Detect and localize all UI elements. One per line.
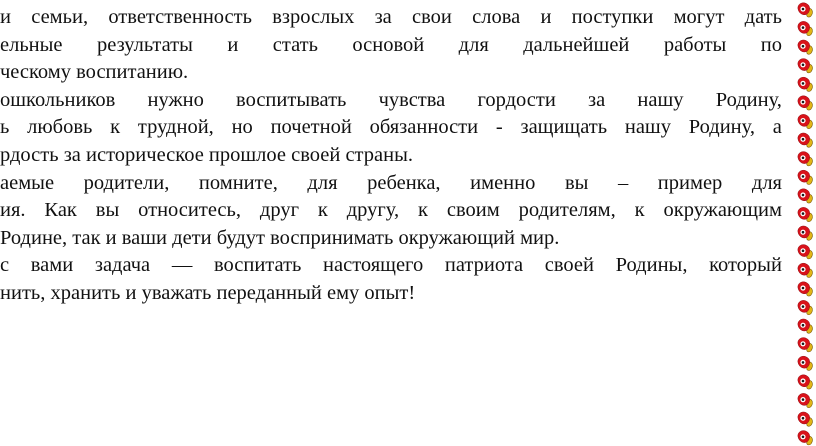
text-word: взрослых (272, 6, 355, 28)
poppy-flower-icon (798, 300, 813, 314)
text-word: друг (259, 199, 299, 222)
poppy-border-icon (796, 0, 816, 446)
text-word: воспитывать (236, 88, 347, 111)
text-word: основой (352, 33, 425, 56)
text-line (0, 252, 782, 280)
text-line: Родине, так и ваши дети будут воспринимать окружающий мир. (0, 226, 560, 249)
poppy-flower-icon (798, 393, 813, 407)
text-line: нить, хранить и уважать переданный ему опыт! (0, 281, 416, 304)
text-word: обязанности (369, 116, 479, 139)
text-word: результаты (96, 33, 193, 56)
poppy-flower-icon (798, 152, 813, 166)
text-word: ельные (0, 33, 63, 56)
text-word: пример (657, 171, 723, 194)
poppy-flower-icon (798, 263, 813, 277)
text-word: и (227, 33, 239, 56)
text-word: Родины, (615, 254, 688, 277)
text-word: ия. (0, 199, 26, 222)
text-word: слова (472, 6, 521, 28)
text-word: ребенка, (367, 171, 441, 194)
text-word: воспитать (213, 254, 302, 277)
text-word: – (617, 171, 629, 194)
text-word: а (772, 116, 782, 139)
poppy-flower-icon (798, 189, 813, 203)
text-word: своим (446, 199, 500, 222)
text-word: по (760, 33, 782, 56)
text-line: ческому воспитанию. (0, 61, 189, 84)
poppy-flower-icon (798, 96, 813, 110)
text-word: почетной (270, 116, 352, 139)
poppy-flower-icon (798, 356, 813, 370)
text-word: родителям, (518, 199, 616, 222)
poppy-flower-icon (798, 77, 813, 91)
poppy-flower-icon (798, 170, 813, 184)
text-word: нужно (147, 88, 204, 111)
text-line (0, 4, 782, 32)
text-word: поступки (571, 6, 654, 28)
text-word: дальнейшей (523, 33, 630, 56)
text-word: задача (94, 254, 151, 277)
poppy-flower-icon (798, 226, 813, 240)
poppy-flower-icon (798, 412, 813, 426)
poppy-flower-icon (798, 245, 813, 259)
text-line (0, 87, 782, 115)
text-word: нашу (624, 116, 671, 139)
text-word: для (458, 33, 489, 56)
text-word: Родину, (688, 116, 755, 139)
text-word: защищать (520, 116, 608, 139)
text-word: окружающим (663, 199, 782, 222)
text-word: для (751, 171, 782, 194)
poppy-flower-icon (798, 3, 813, 17)
text-word: другу, (346, 199, 400, 222)
text-word: могут (673, 6, 725, 28)
poppy-flower-icon (798, 207, 813, 221)
text-word: - (495, 116, 503, 139)
text-word: с (0, 254, 10, 277)
decorative-border (796, 0, 816, 446)
text-word: настоящего (323, 254, 424, 277)
text-word: за (374, 6, 392, 28)
poppy-flower-icon (798, 114, 813, 128)
text-word: вами (30, 254, 74, 277)
text-word: чувства (378, 88, 446, 111)
text-word: гордости (477, 88, 556, 111)
poppy-flower-icon (798, 375, 813, 389)
text-word: свои (412, 6, 452, 28)
poppy-flower-icon (798, 338, 813, 352)
text-word: помните, (198, 171, 278, 194)
text-line (0, 197, 782, 225)
text-word: и (0, 6, 11, 28)
poppy-flower-icon (798, 21, 813, 35)
text-word: к (317, 199, 328, 222)
text-word: патриота (444, 254, 524, 277)
text-word: — (171, 254, 193, 277)
text-word: к (634, 199, 645, 222)
text-word: относитесь, (138, 199, 242, 222)
text-word: который (709, 254, 782, 277)
text-word: родители, (83, 171, 170, 194)
poppy-flower-icon (798, 282, 813, 296)
text-word: к (110, 116, 121, 139)
text-word: вы (95, 199, 120, 222)
text-word: любовь (27, 116, 93, 139)
text-word: стать (272, 33, 318, 56)
text-word: семьи, (31, 6, 89, 28)
text-word: аемые (0, 171, 55, 194)
poppy-flower-icon (798, 59, 813, 73)
text-line (0, 32, 782, 60)
poppy-flower-icon (798, 133, 813, 147)
text-word: Как (44, 199, 77, 222)
text-word: для (307, 171, 338, 194)
poppy-flower-icon (798, 319, 813, 333)
poppy-flower-icon (798, 431, 813, 445)
text-word: ответственность (108, 6, 252, 28)
text-word: именно (470, 171, 536, 194)
text-word: за (588, 88, 606, 111)
text-word: к (418, 199, 428, 222)
text-word: своей (544, 254, 594, 277)
text-line: рдость за историческое прошлое своей страны. (0, 143, 413, 166)
text-line (0, 114, 782, 142)
text-word: ошкольников (0, 88, 116, 111)
document-text (0, 4, 782, 308)
text-word: дать (744, 6, 782, 28)
poppy-flower-icon (798, 40, 813, 54)
text-word: трудной, (137, 116, 214, 139)
text-word: но (231, 116, 253, 139)
text-line (0, 170, 782, 198)
text-word: нашу (637, 88, 684, 111)
text-word: и (540, 6, 552, 28)
text-word: ь (0, 116, 10, 139)
text-word: Родину, (715, 88, 782, 111)
text-word: работы (663, 33, 727, 56)
text-word: вы (564, 171, 589, 194)
